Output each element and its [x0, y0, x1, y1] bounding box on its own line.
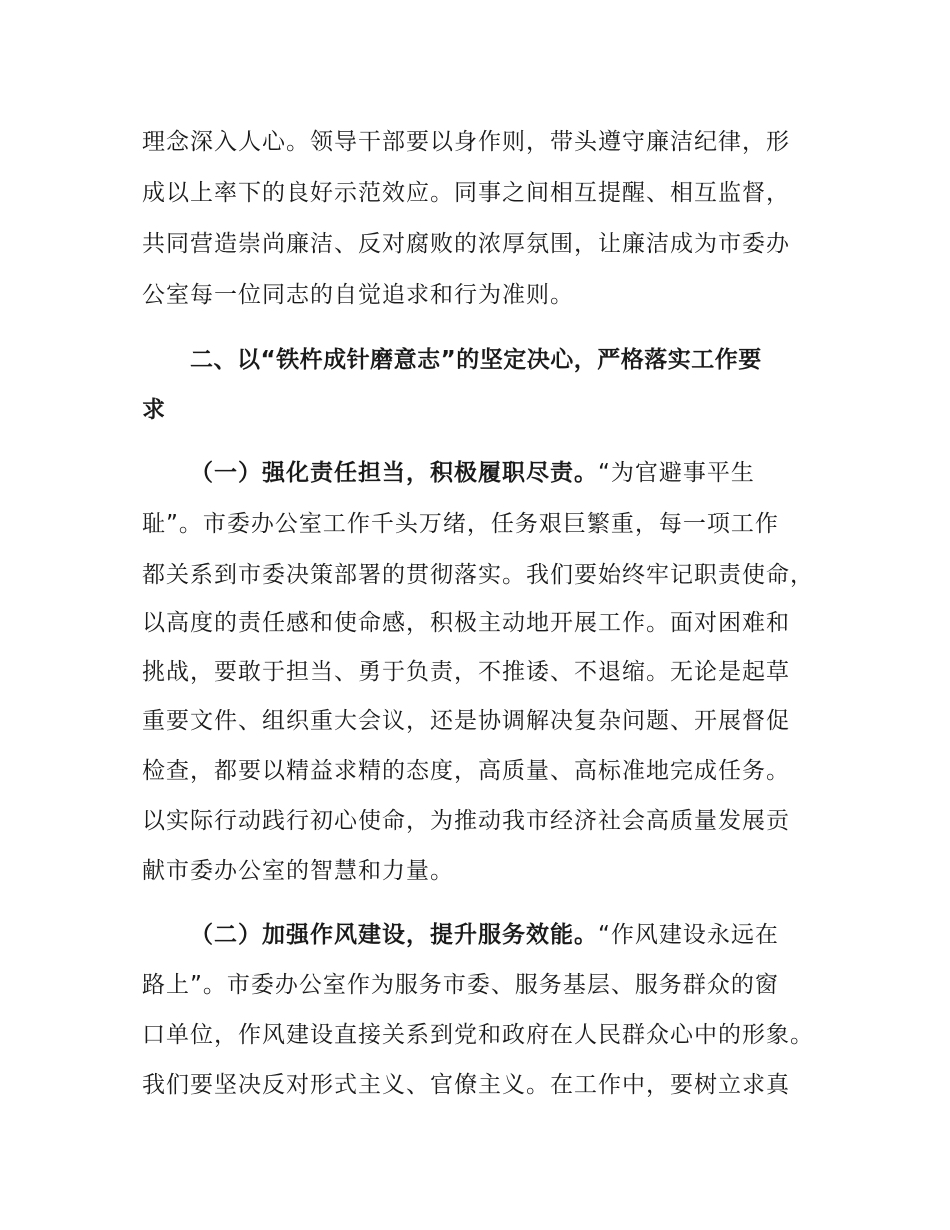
subsection-title: （二）加强作风建设，提升服务效能。: [190, 922, 598, 948]
paragraph-line: 路上”。市委办公室作为服务市委、服务基层、服务群众的窗: [142, 972, 779, 998]
paragraph-line: 以高度的责任感和使命感，积极主动地开展工作。面对困难和: [142, 610, 790, 636]
quote-start: “为官避事平生: [598, 460, 755, 486]
paragraph-line: 都关系到市委决策部署的贯彻落实。我们要始终牢记职责使命，: [142, 562, 814, 588]
paragraph-line: 耻”。市委办公室工作千头万绪，任务艰巨繁重，每一项工作: [142, 511, 779, 537]
section-heading: 二、以“铁杵成针磨意志”的坚定决心，严格落实工作要: [190, 347, 762, 373]
subsection-first-line: [190, 920, 870, 950]
paragraph-line: 成以上率下的良好示范效应。同事之间相互提醒、相互监督，: [142, 180, 790, 206]
paragraph-line: 检查，都要以精益求精的态度，高质量、高标准地完成任务。: [142, 758, 790, 784]
paragraph-line: 口单位，作风建设直接关系到党和政府在人民群众心中的形象。: [142, 1022, 814, 1048]
paragraph-line: 挑战，要敢于担当、勇于负责，不推诿、不退缩。无论是起草: [142, 659, 790, 685]
paragraph-line: 公室每一位同志的自觉追求和行为准则。: [142, 282, 574, 308]
paragraph-line: 以实际行动践行初心使命，为推动我市经济社会高质量发展贡: [142, 808, 790, 834]
subsection-first-line: [190, 458, 870, 488]
section-heading-continued: 求: [142, 397, 166, 423]
paragraph-line: 我们要坚决反对形式主义、官僚主义。在工作中，要树立求真: [142, 1072, 790, 1098]
paragraph-line: 重要文件、组织重大会议，还是协调解决复杂问题、开展督促: [142, 708, 790, 734]
paragraph-line: 献市委办公室的智慧和力量。: [142, 858, 454, 884]
paragraph-line: 共同营造崇尚廉洁、反对腐败的浓厚氛围，让廉洁成为市委办: [142, 231, 790, 257]
subsection-title: （一）强化责任担当，积极履职尽责。: [190, 460, 598, 486]
paragraph-line: 理念深入人心。领导干部要以身作则，带头遵守廉洁纪律，形: [142, 129, 790, 155]
quote-start: “作风建设永远在: [598, 922, 779, 948]
